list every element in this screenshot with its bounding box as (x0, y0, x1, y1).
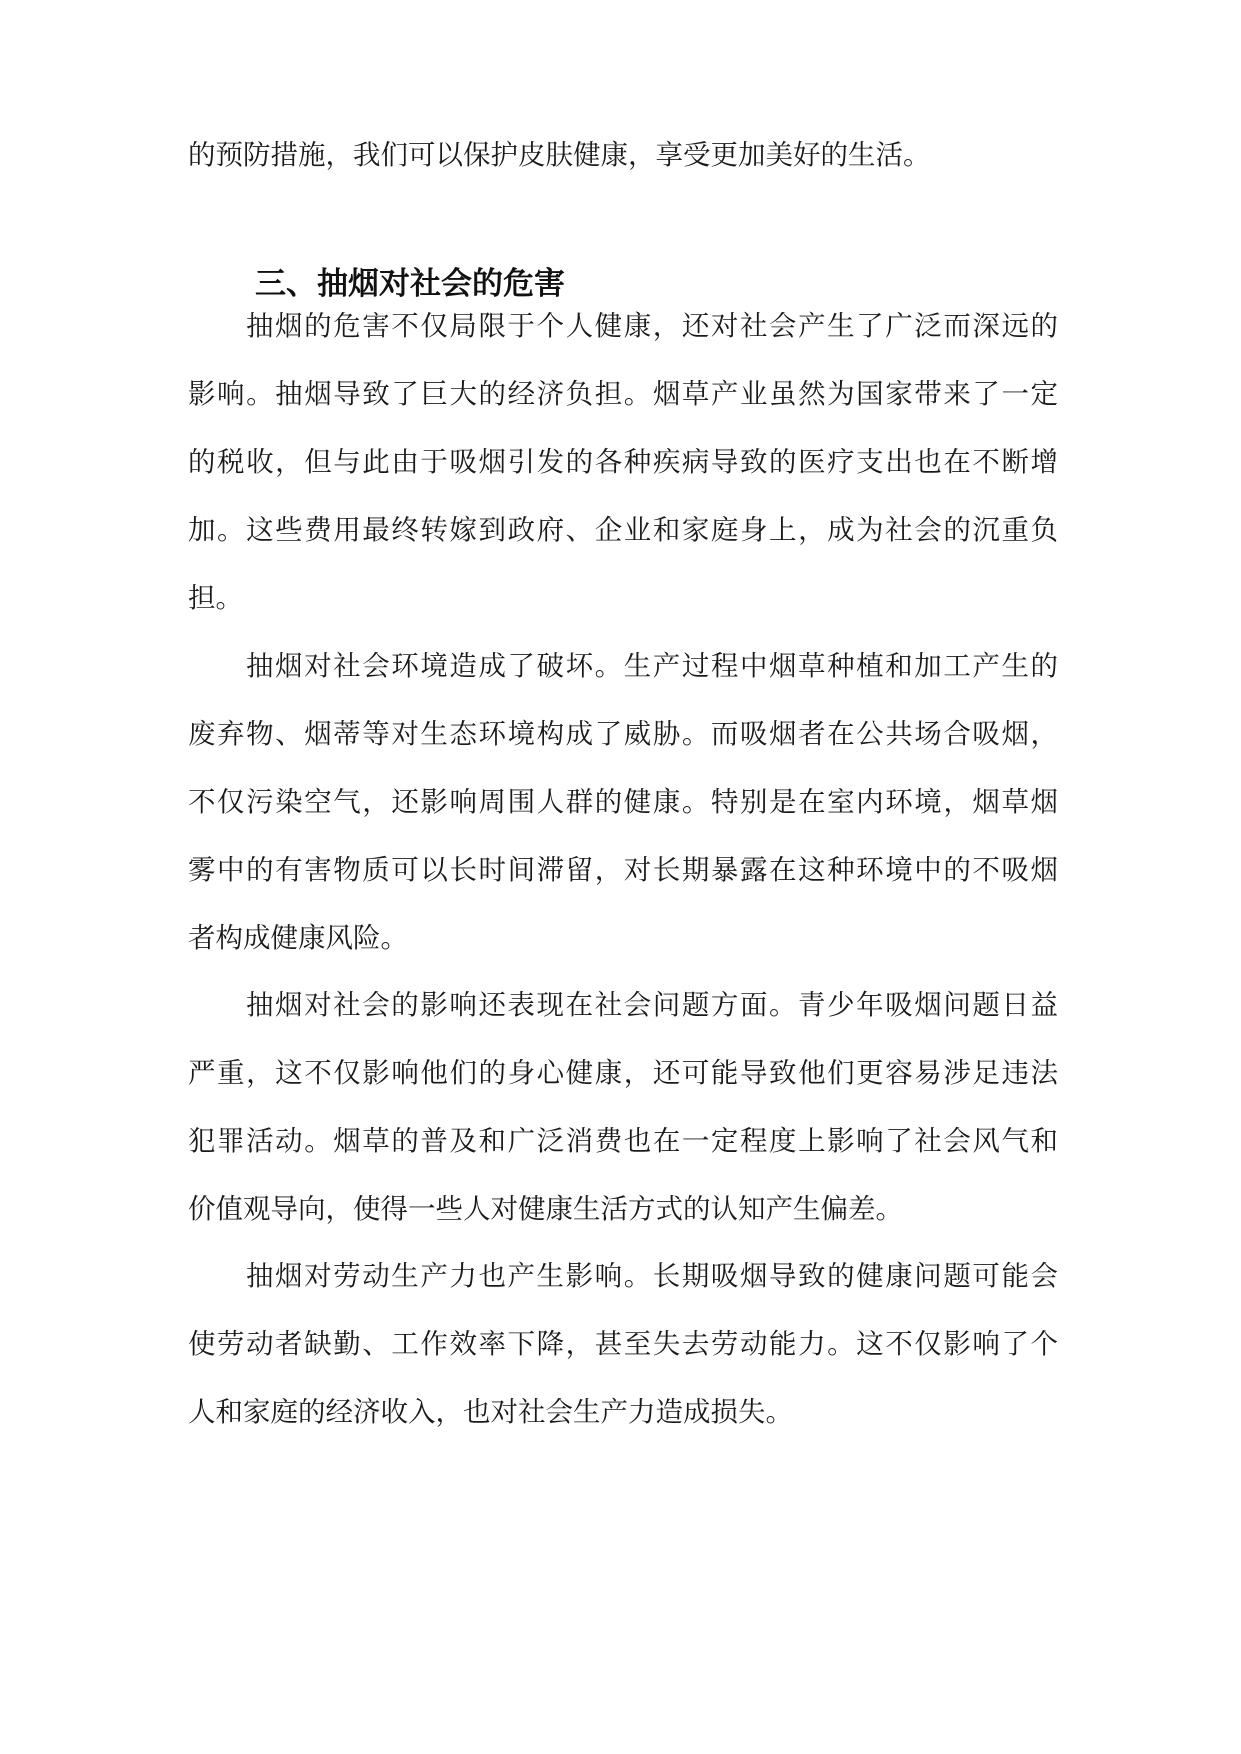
text-line: 的税收，但与此由于吸烟引发的各种疾病导致的医疗支出也在不断增 (188, 446, 1058, 478)
text-line: 严重，这不仅影响他们的身心健康，还可能导致他们更容易涉足违法 (188, 1057, 1058, 1089)
text-line: 影响。抽烟导致了巨大的经济负担。烟草产业虽然为国家带来了一定 (188, 378, 1058, 410)
text-line: 犯罪活动。烟草的普及和广泛消费也在一定程度上影响了社会风气和 (188, 1125, 1058, 1157)
text-line: 抽烟对社会的影响还表现在社会问题方面。青少年吸烟问题日益 (246, 989, 1058, 1021)
text-line: 抽烟对社会环境造成了破坏。生产过程中烟草种植和加工产生的 (246, 650, 1058, 682)
text-line: 担。 (188, 582, 243, 614)
text-line: 废弃物、烟蒂等对生态环境构成了威胁。而吸烟者在公共场合吸烟， (188, 718, 1058, 750)
text-line: 不仅污染空气，还影响周围人群的健康。特别是在室内环境，烟草烟 (188, 786, 1058, 818)
text-line: 价值观导向，使得一些人对健康生活方式的认知产生偏差。 (188, 1193, 903, 1225)
text-line: 的预防措施，我们可以保护皮肤健康，享受更加美好的生活。 (188, 139, 931, 171)
section-heading: 三、抽烟对社会的危害 (255, 266, 565, 302)
text-line: 使劳动者缺勤、工作效率下降，甚至失去劳动能力。这不仅影响了个 (188, 1328, 1058, 1360)
text-line: 抽烟的危害不仅局限于个人健康，还对社会产生了广泛而深远的 (246, 310, 1058, 342)
text-line: 雾中的有害物质可以长时间滞留，对长期暴露在这种环境中的不吸烟 (188, 854, 1058, 886)
text-line: 加。这些费用最终转嫁到政府、企业和家庭身上，成为社会的沉重负 (188, 514, 1058, 546)
text-line: 者构成健康风险。 (188, 922, 408, 954)
text-line: 人和家庭的经济收入，也对社会生产力造成损失。 (188, 1396, 793, 1428)
text-line: 抽烟对劳动生产力也产生影响。长期吸烟导致的健康问题可能会 (246, 1260, 1058, 1292)
